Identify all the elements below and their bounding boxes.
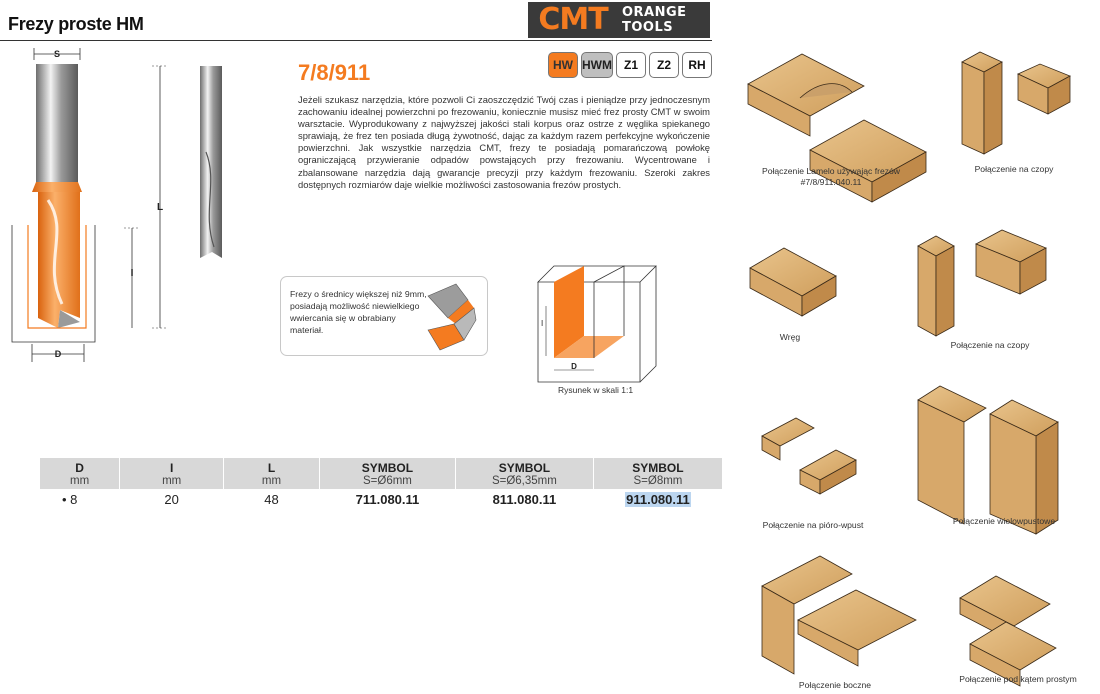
badge-rh: RH xyxy=(682,52,712,78)
brand-logo xyxy=(528,2,710,38)
cell-i: 20 xyxy=(164,492,179,507)
col-header-symbol-635: SYMBOL S=Ø6,35mm xyxy=(455,458,593,489)
badge-z2: Z2 xyxy=(649,52,679,78)
joint-label-tenon-2: Połączenie na czopy xyxy=(950,340,1030,350)
joint-label-tenon-1: Połączenie na czopy xyxy=(974,164,1054,174)
tool-badges xyxy=(548,52,712,78)
col-header-symbol-8: SYMBOL S=Ø8mm xyxy=(593,458,722,489)
joint-tongue-groove-illustration xyxy=(762,418,856,494)
brand-logo-line1: ORANGE xyxy=(622,5,687,20)
cell-d: • 8 xyxy=(62,492,78,507)
joint-right-angle-illustration xyxy=(960,576,1056,686)
product-description: Jeżeli szukasz narzędzia, które pozwoli Ci zaoszczędzić Twój czas i pieniądze przy jednoczesnym zachowaniu idealnej powierzchni po frezowaniu, koniecznie musisz mieć frez prosty CMT w swoim warsztacie. Wyprodukowany z najwyższej jakości stali korpus oraz ostrze z węglika spiekanego sprawiają, że frez ten posiada długą żywotność, dając za każdym razem perfekcyjne wykończenie powierzchni. Jak wszystkie narzędzia CMT, frezy te posiadają pomarańczową powłokę ograniczającą przywieranie odpadów powstających przy frezowaniu. Wycentrowane i zbalansowane narzędzia dają gwarancje precyzji przy każdym frezowaniu. Szeroki zakres dostępnych rozmiarów daje wielkie możliwości zastosowania frezów prostych. xyxy=(298,94,710,190)
brand-logo-main: CMT xyxy=(528,2,618,38)
joint-label-tongue-groove: Połączenie na pióro-wpust xyxy=(762,520,864,530)
scale-drawing xyxy=(532,258,672,398)
joint-label-right-angle: Połączenie pod kątem prostym xyxy=(959,674,1077,684)
plunge-tip-illustration xyxy=(418,278,484,354)
joint-finger-illustration xyxy=(918,386,1058,534)
joint-rabbet-illustration xyxy=(750,248,836,316)
page-title: Frezy proste HM xyxy=(8,14,144,34)
bit-shank xyxy=(36,64,78,182)
joint-side-illustration xyxy=(762,556,916,674)
bit-side-view xyxy=(200,146,222,258)
cell-symbol-635[interactable]: 811.080.11 xyxy=(492,492,557,507)
brand-logo-tagline xyxy=(618,2,710,38)
badge-hw: HW xyxy=(548,52,578,78)
joint-label-rabbet: Wręg xyxy=(779,332,801,342)
col-header-d: D mm xyxy=(40,458,120,489)
product-code: 7/8/911 xyxy=(298,60,371,85)
cell-symbol-8[interactable]: 911.080.11 xyxy=(626,492,690,507)
badge-hwm: HWM xyxy=(581,52,613,78)
label-d: D xyxy=(54,349,62,359)
col-header-symbol-6: SYMBOL S=Ø6mm xyxy=(319,458,455,489)
joint-illustrations xyxy=(740,40,1100,694)
col-header-i: I mm xyxy=(120,458,224,489)
table-header-row xyxy=(40,458,723,489)
callout-text: Frezy o średnicy większej niż 9mm, posiadają możliwość niewielkiego wwiercania się w obrabiany materiał. xyxy=(290,289,427,335)
badge-z1: Z1 xyxy=(616,52,646,78)
joint-tenon-2-illustration xyxy=(918,230,1046,336)
header-divider xyxy=(0,40,712,41)
joint-label-side: Połączenie boczne xyxy=(798,680,872,690)
bit-cutter xyxy=(38,192,80,328)
spec-table xyxy=(40,458,723,510)
joint-label-finger: Połączenie wielowpustowe xyxy=(952,516,1056,526)
scale-label-i: I xyxy=(541,319,544,328)
cell-l: 48 xyxy=(264,492,279,507)
label-i: I xyxy=(130,268,134,279)
scale-caption: Rysunek w skali 1:1 xyxy=(558,385,634,395)
col-header-l: L mm xyxy=(224,458,320,489)
label-s: S xyxy=(53,49,61,59)
brand-logo-line2: TOOLS xyxy=(622,20,674,35)
joint-tenon-1-illustration xyxy=(962,52,1070,154)
router-bit-diagram xyxy=(0,42,260,372)
label-l: L xyxy=(156,202,164,213)
cell-symbol-6[interactable]: 711.080.11 xyxy=(355,492,420,507)
joint-label-lamelo: Połączenie Lamelo używając frezów #7/8/911.040.11 xyxy=(761,166,901,187)
table-row xyxy=(40,489,723,510)
scale-label-d: D xyxy=(571,362,577,371)
